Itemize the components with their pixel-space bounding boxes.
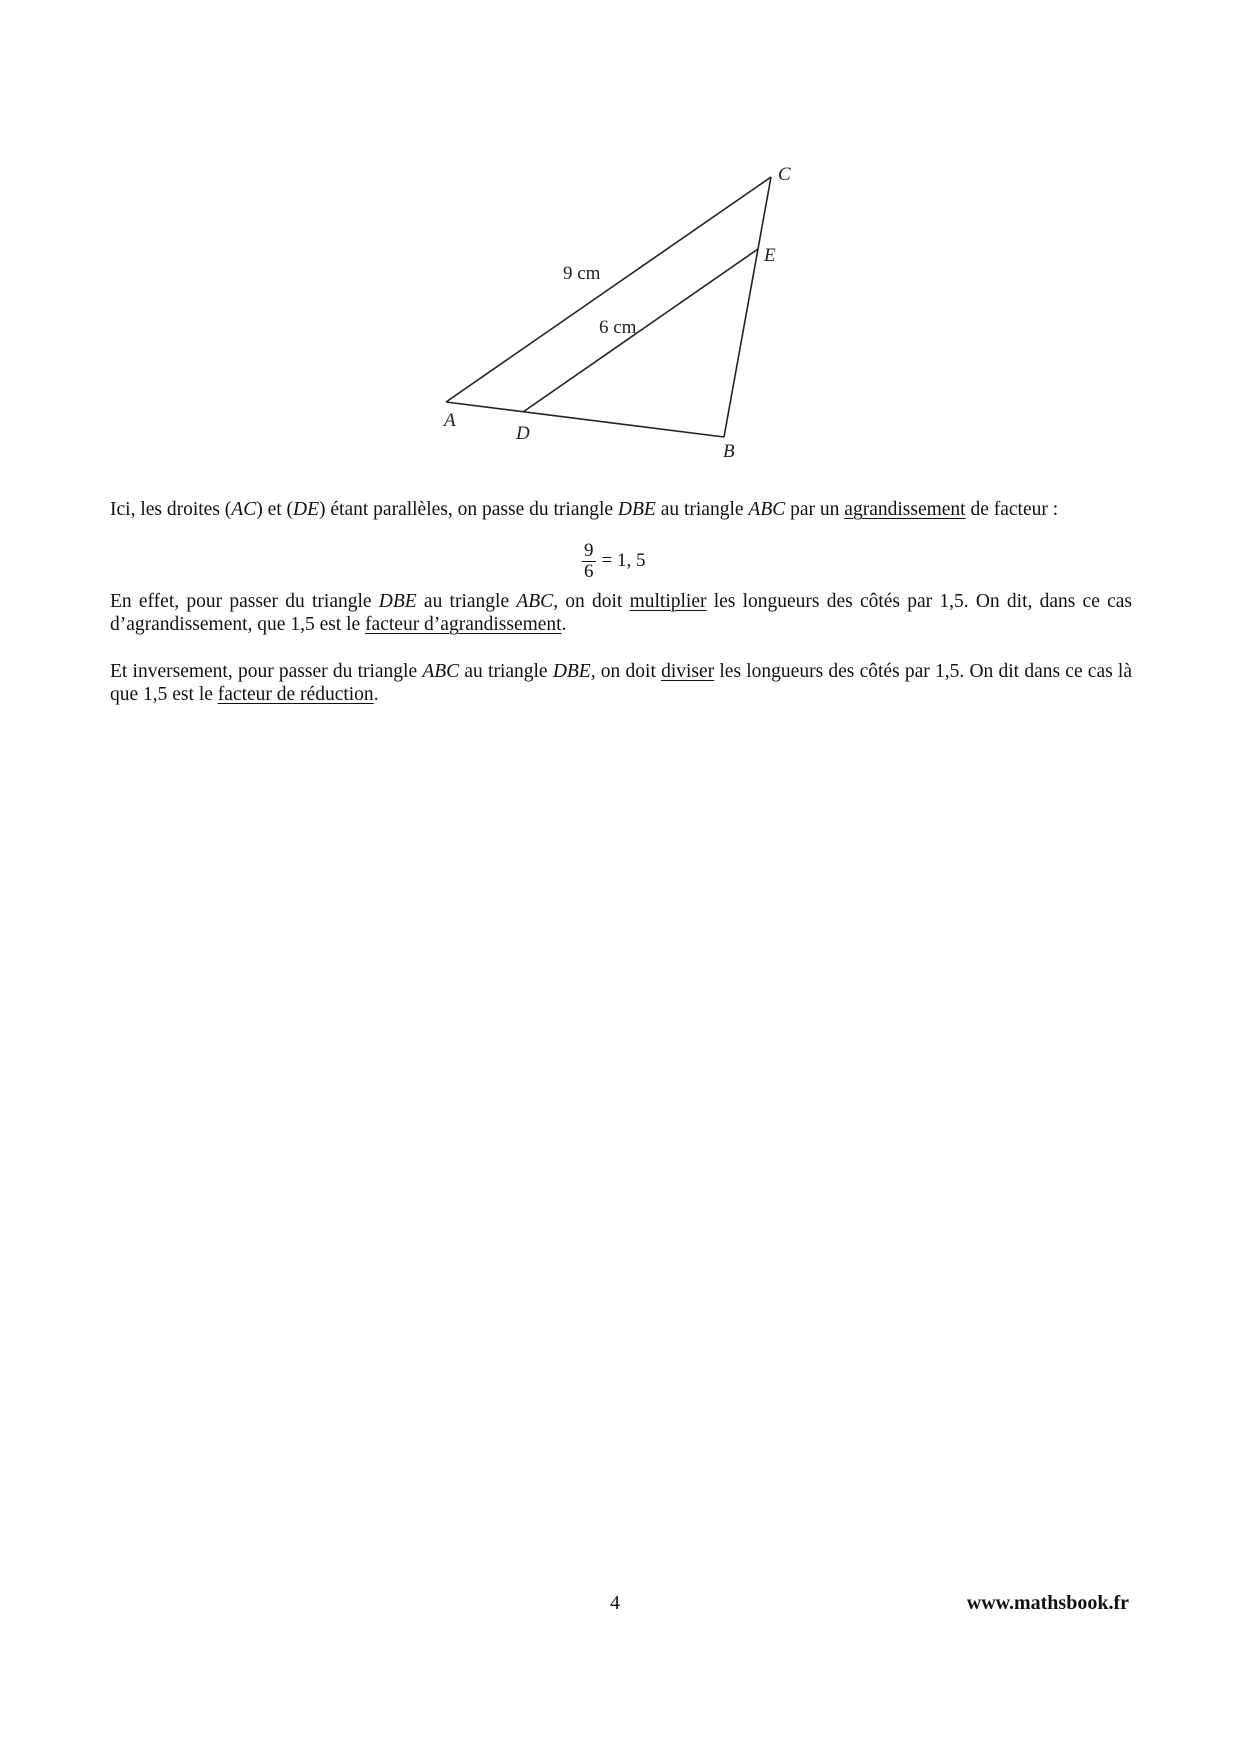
page-number: 4 [610, 1592, 620, 1614]
term-diviser: diviser [661, 661, 715, 682]
term-agrandissement: agrandissement [844, 499, 966, 520]
fraction-denominator: 6 [584, 560, 594, 582]
segment-de [523, 249, 758, 412]
segment-bc [724, 177, 771, 437]
paragraph-parallel-lines: Ici, les droites (AC) et (DE) étant parallèles, on passe du triangle DBE au triangle ABC par un agrandissement de facteur : [110, 499, 1059, 520]
vertex-b-label: B [723, 441, 735, 460]
segment-ab [446, 402, 724, 437]
length-ac-label: 9 cm [563, 263, 601, 284]
website-link[interactable]: www.mathsbook.fr [966, 1592, 1129, 1614]
fraction [582, 541, 596, 582]
vertex-a-label: A [444, 410, 456, 431]
length-de-label: 6 cm [599, 317, 637, 338]
vertex-e-label: E [764, 245, 776, 266]
vertex-d-label: D [516, 423, 530, 444]
ratio-formula [582, 536, 645, 586]
fraction-numerator: 9 [584, 539, 594, 561]
segment-ac [446, 177, 771, 402]
term-facteur-reduction: facteur de réduction [217, 684, 374, 705]
vertex-c-label: C [778, 164, 791, 185]
fraction-result: = 1, 5 [601, 550, 646, 571]
paragraph-multiply: En effet, pour passer du triangle DBE au triangle ABC, on doit multiplier les longueurs des côtés par 1,5. On dit, dans ce cas d’agrandissement, que 1,5 est le facteur d’agrandissement. [110, 591, 1132, 635]
term-multiplier: multiplier [629, 591, 707, 612]
triangle-figure [420, 160, 820, 460]
paragraph-divide: Et inversement, pour passer du triangle ABC au triangle DBE, on doit diviser les longueurs des côtés par 1,5. On dit dans ce cas là que 1,5 est le facteur de réduction. [110, 661, 1132, 705]
term-facteur-agrandissement: facteur d’agrandissement [365, 614, 562, 635]
